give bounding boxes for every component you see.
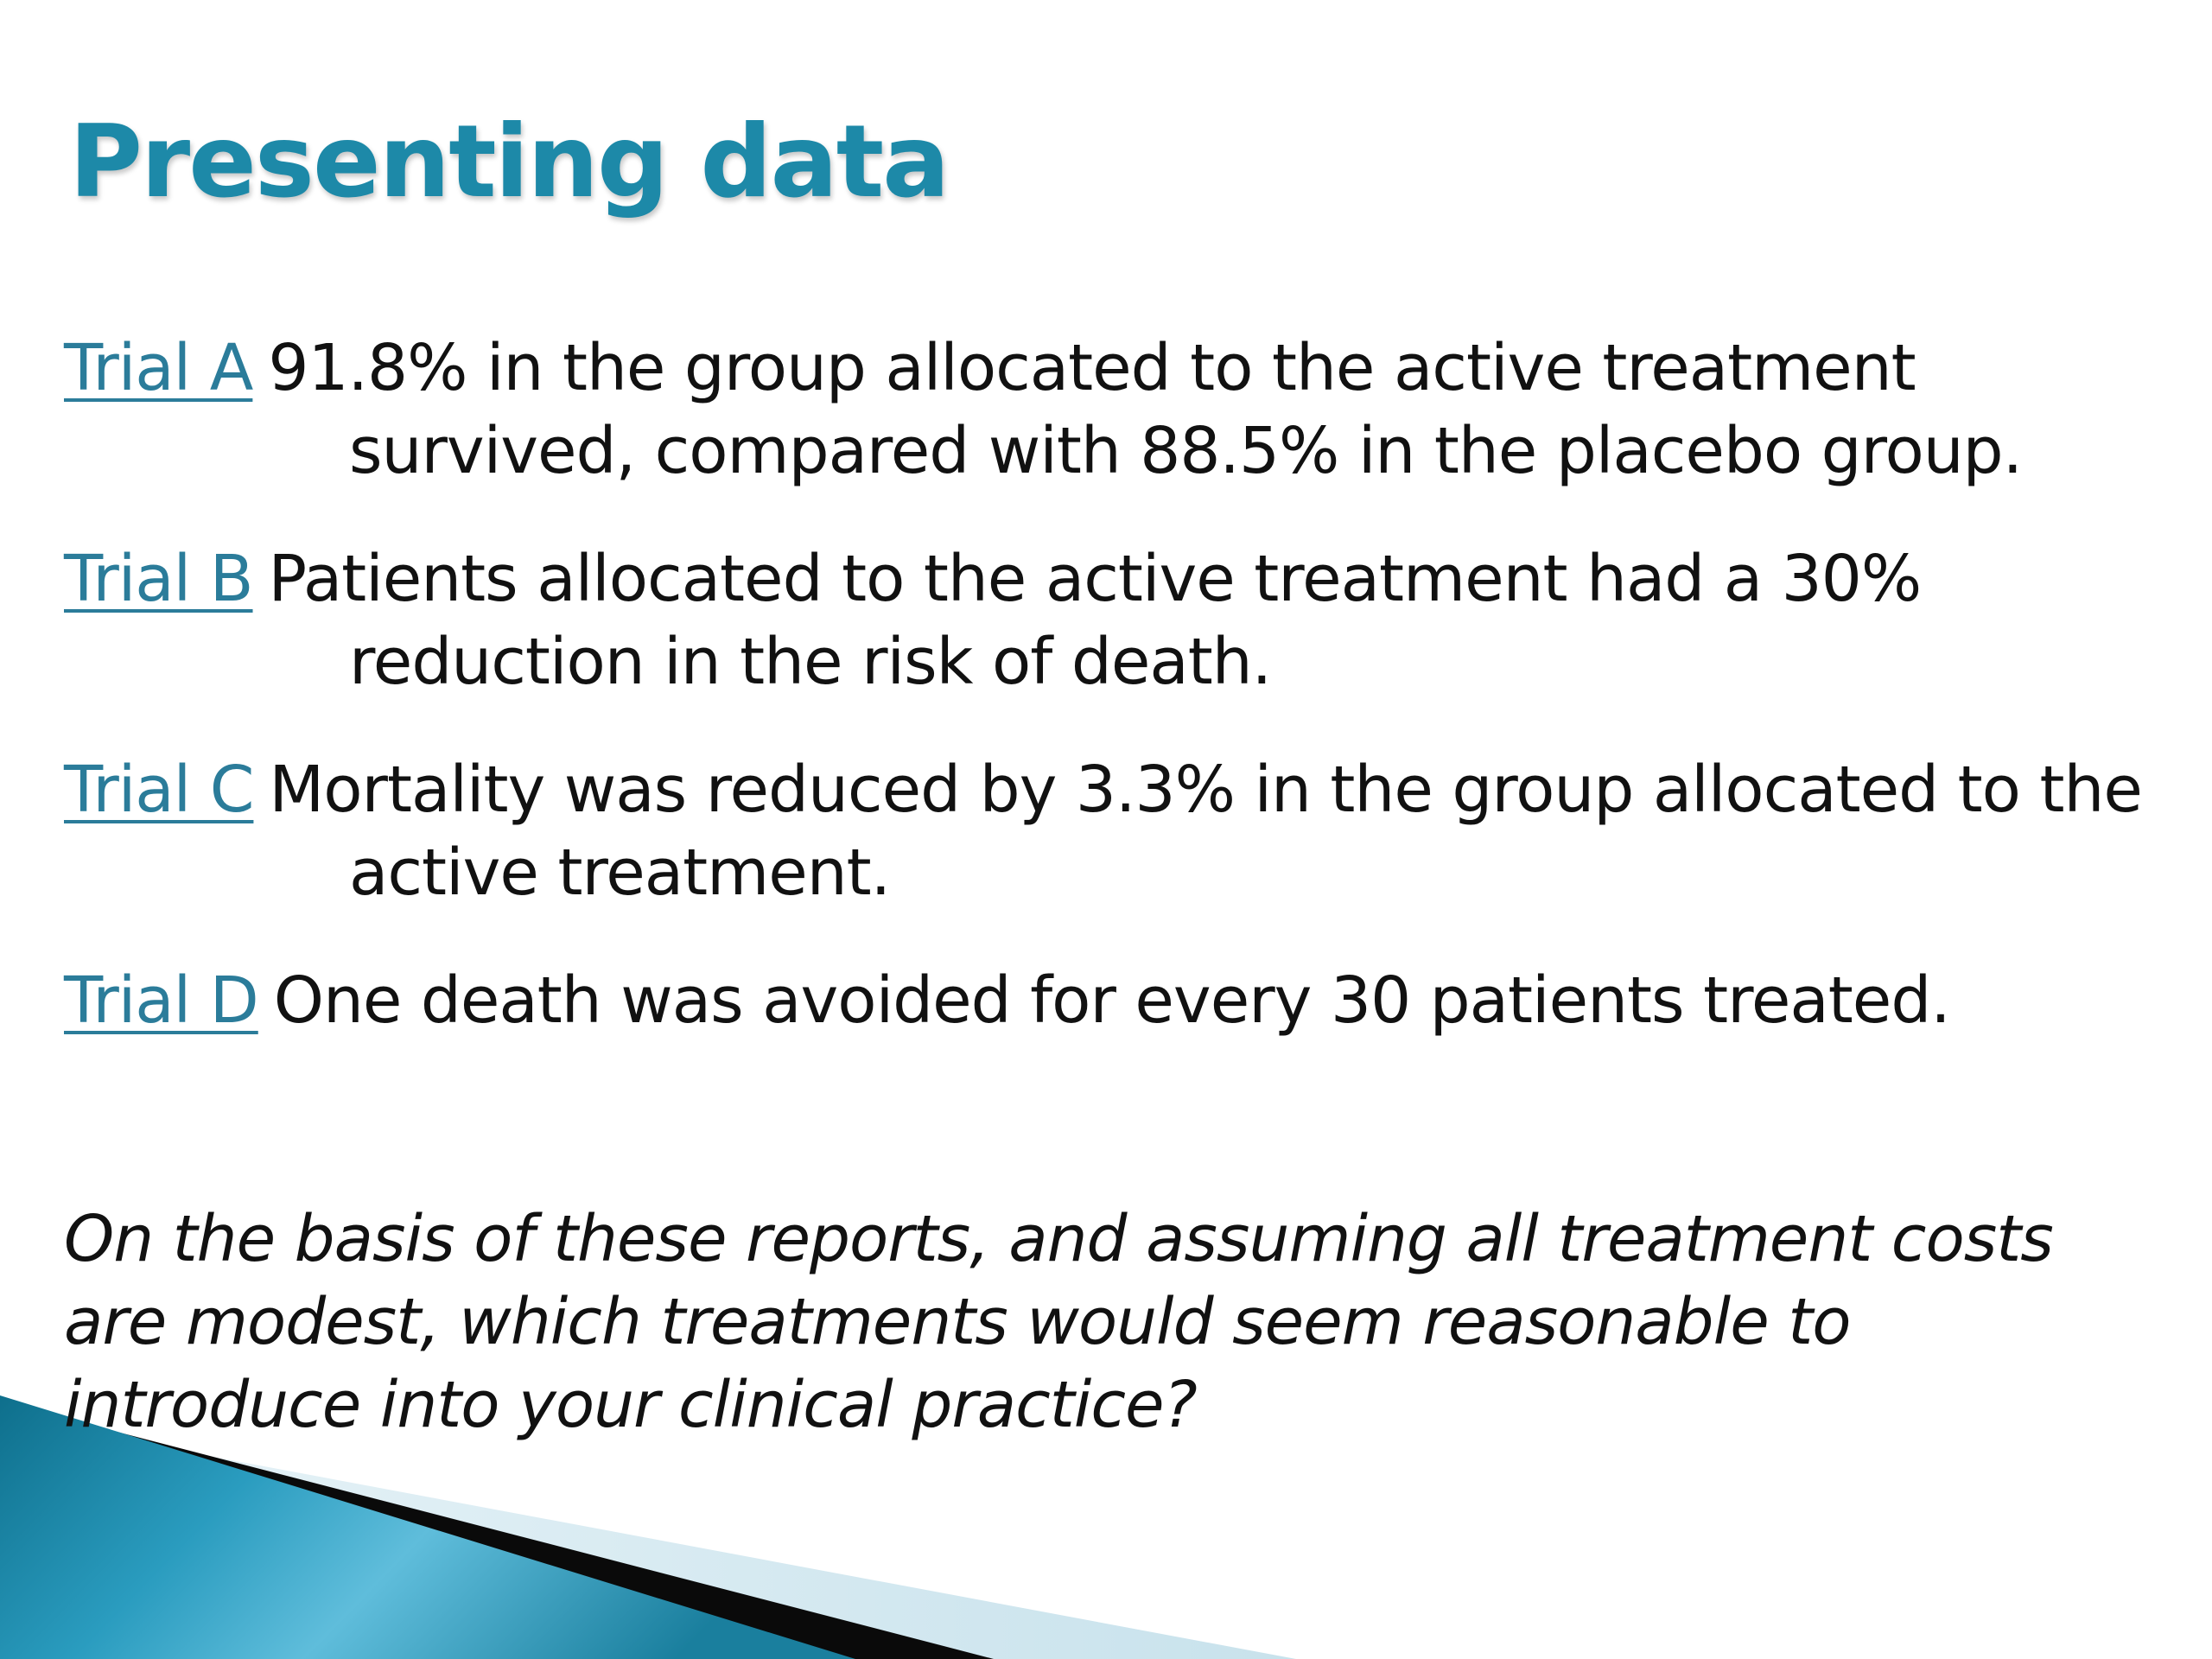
trial-list: [64, 327, 2198, 1087]
trial-c-link[interactable]: Trial C: [64, 753, 254, 827]
trial-item-c: [64, 748, 2198, 914]
slide-title: Presenting data: [69, 104, 949, 220]
trial-item-b: [64, 537, 2198, 703]
trial-d-text: One death was avoided for every 30 patients treated.: [273, 963, 1950, 1038]
trial-d-link[interactable]: Trial D: [64, 963, 258, 1038]
trial-a-text: 91.8% in the group allocated to the active treatment survived, compared with 88.5% in the placebo group.: [268, 331, 2023, 488]
trial-c-text: Mortality was reduced by 3.3% in the group allocated to the active treatment.: [269, 753, 2142, 910]
trial-item-a: [64, 327, 2198, 493]
trial-item-d: [64, 959, 2198, 1042]
discussion-question: On the basis of these reports, and assuming all treatment costs are modest, which treatments would seem reasonable to introduce into your clinical practice?: [64, 1202, 2053, 1442]
trial-a-link[interactable]: Trial A: [64, 331, 253, 405]
trial-b-link[interactable]: Trial B: [64, 542, 253, 616]
trial-b-text: Patients allocated to the active treatment had a 30% reduction in the risk of death.: [268, 542, 1922, 699]
